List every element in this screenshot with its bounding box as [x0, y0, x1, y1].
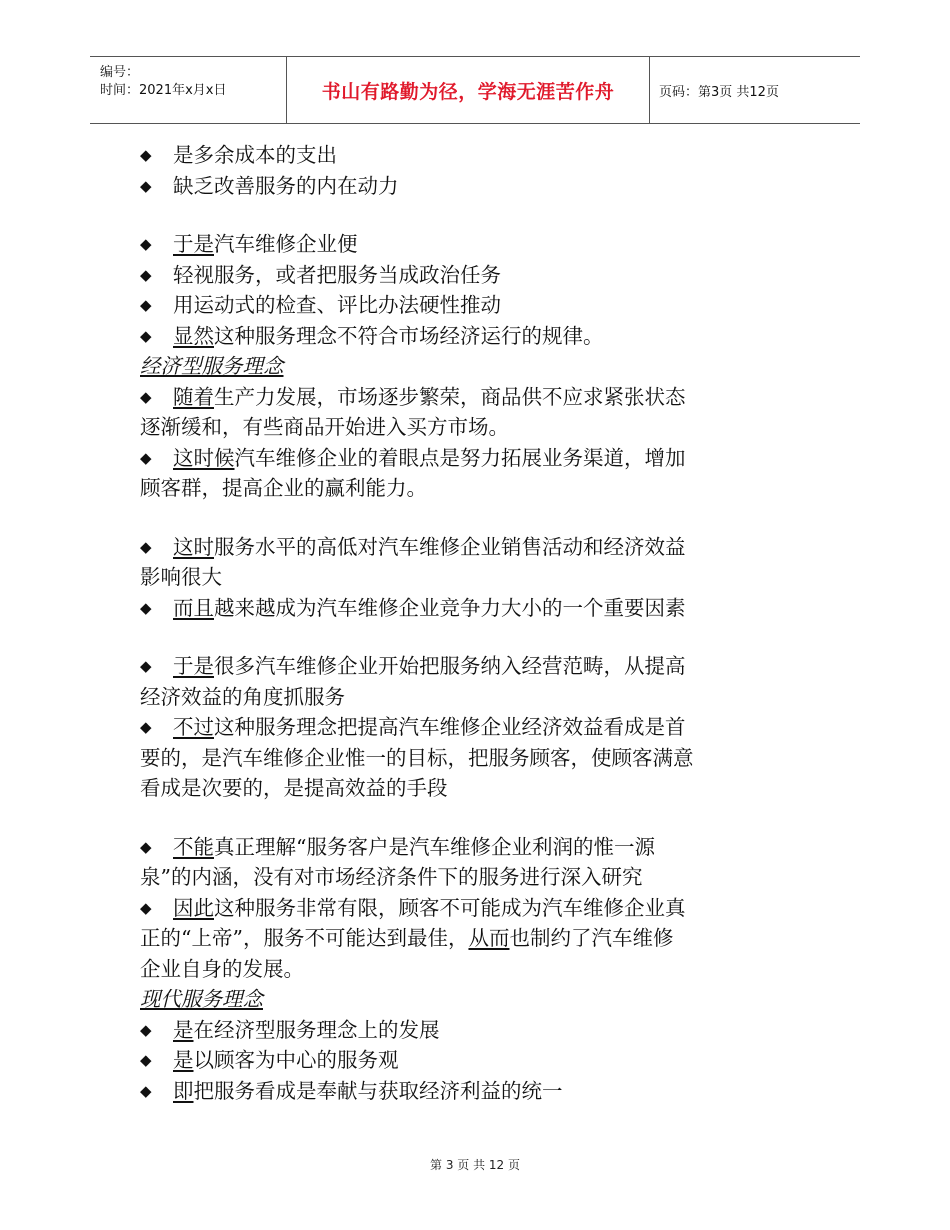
bullet-continuation: 泉”的内涵，没有对市场经济条件下的服务进行深入研究 — [140, 865, 643, 889]
bullet-text: 这种服务非常有限，顾客不可能成为汽车维修企业真 — [214, 895, 686, 920]
bullet-text: 用运动式的检查、评比办法硬性推动 — [173, 293, 501, 317]
section-heading: 经济型服务理念 — [140, 354, 284, 378]
bullet-item — [140, 443, 820, 474]
bullet-item — [140, 260, 820, 291]
bullet-item — [140, 321, 820, 352]
underlined-word: 因此 — [173, 895, 214, 920]
bullet-item — [140, 290, 820, 321]
header-page-info: 页码：第3页 共12页 — [659, 84, 779, 100]
bullet-item — [140, 229, 820, 260]
underlined-word: 这时 — [173, 534, 214, 559]
bullet-item — [140, 893, 820, 924]
page-header — [90, 56, 860, 124]
header-motto-cell — [286, 57, 650, 123]
underlined-word: 于是 — [173, 232, 214, 256]
underlined-word: 这时候 — [173, 445, 235, 470]
underlined-word: 从而 — [468, 926, 510, 950]
section-heading: 现代服务理念 — [140, 987, 263, 1011]
bullet-text: 越来越成为汽车维修企业竞争力大小的一个重要因素 — [214, 595, 686, 620]
header-page-cell — [649, 57, 859, 123]
header-meta — [90, 57, 286, 123]
bullet-item — [140, 832, 820, 863]
bullet-text: 也制约了汽车维修 — [509, 926, 674, 950]
bullet-text: 是多余成本的支出 — [173, 143, 337, 167]
header-motto: 书山有路勤为径，学海无涯苦作舟 — [321, 80, 615, 103]
underlined-word: 不过 — [173, 715, 214, 739]
bullet-text: 汽车维修企业便 — [214, 232, 358, 256]
bullet-item — [140, 140, 820, 171]
bullet-text: 服务水平的高低对汽车维修企业销售活动和经济效益 — [214, 534, 686, 559]
bullet-continuation: 要的，是汽车维修企业惟一的目标，把服务顾客，使顾客满意 — [140, 745, 694, 770]
underlined-word: 于是 — [173, 654, 214, 678]
bullet-text: 真正理解“服务客户是汽车维修企业利润的惟一源 — [214, 834, 655, 859]
underlined-word: 是 — [173, 1048, 194, 1072]
bullet-item — [140, 382, 820, 413]
bullet-continuation: 企业自身的发展。 — [140, 956, 304, 981]
bullet-text: 以顾客为中心的服务观 — [193, 1048, 399, 1072]
bullet-item — [140, 1015, 820, 1046]
bullet-text: 这种服务理念把提高汽车维修企业经济效益看成是首 — [214, 715, 686, 739]
bullet-continuation: 逐渐缓和，有些商品开始进入买方市场。 — [140, 415, 509, 439]
bullet-item — [140, 532, 820, 563]
bullet-continuation: 看成是次要的，是提高效益的手段 — [140, 776, 448, 800]
underlined-word: 不能 — [173, 834, 214, 859]
bullet-continuation: 经济效益的角度抓服务 — [140, 684, 345, 709]
document-body — [140, 140, 820, 1106]
header-time-label: 时间：2021年x月x日 — [100, 83, 227, 98]
bullet-item — [140, 1076, 820, 1107]
page-footer: 第 3 页 共 12 页 — [430, 1158, 520, 1172]
underlined-word: 是 — [173, 1017, 194, 1042]
underlined-word: 显然 — [173, 323, 214, 348]
bullet-text: 很多汽车维修企业开始把服务纳入经营范畴，从提高 — [214, 654, 686, 678]
bullet-text: 缺乏改善服务的内在动力 — [173, 173, 399, 198]
bullet-text: 生产力发展，市场逐步繁荣，商品供不应求紧张状态 — [214, 384, 686, 409]
header-number-label: 编号： — [100, 65, 140, 80]
underlined-word: 即 — [173, 1078, 194, 1103]
bullet-text: 这种服务理念不符合市场经济运行的规律。 — [214, 323, 604, 348]
bullet-text: 在经济型服务理念上的发展 — [193, 1017, 440, 1042]
bullet-continuation: 影响很大 — [140, 565, 222, 589]
bullet-item — [140, 171, 820, 202]
bullet-text: 正的“上帝”，服务不可能达到最佳， — [140, 926, 469, 950]
bullet-item — [140, 593, 820, 624]
underlined-word: 随着 — [173, 384, 214, 409]
bullet-item — [140, 712, 820, 743]
bullet-text: 把服务看成是奉献与获取经济利益的统一 — [193, 1078, 563, 1103]
bullet-text: 轻视服务，或者把服务当成政治任务 — [173, 262, 501, 287]
bullet-continuation: 顾客群，提高企业的赢利能力。 — [140, 476, 427, 500]
bullet-item — [140, 1045, 820, 1076]
bullet-text: 汽车维修企业的着眼点是努力拓展业务渠道，增加 — [234, 445, 686, 470]
bullet-item — [140, 651, 820, 682]
bullet-continuation — [140, 923, 820, 954]
underlined-word: 而且 — [173, 595, 214, 620]
